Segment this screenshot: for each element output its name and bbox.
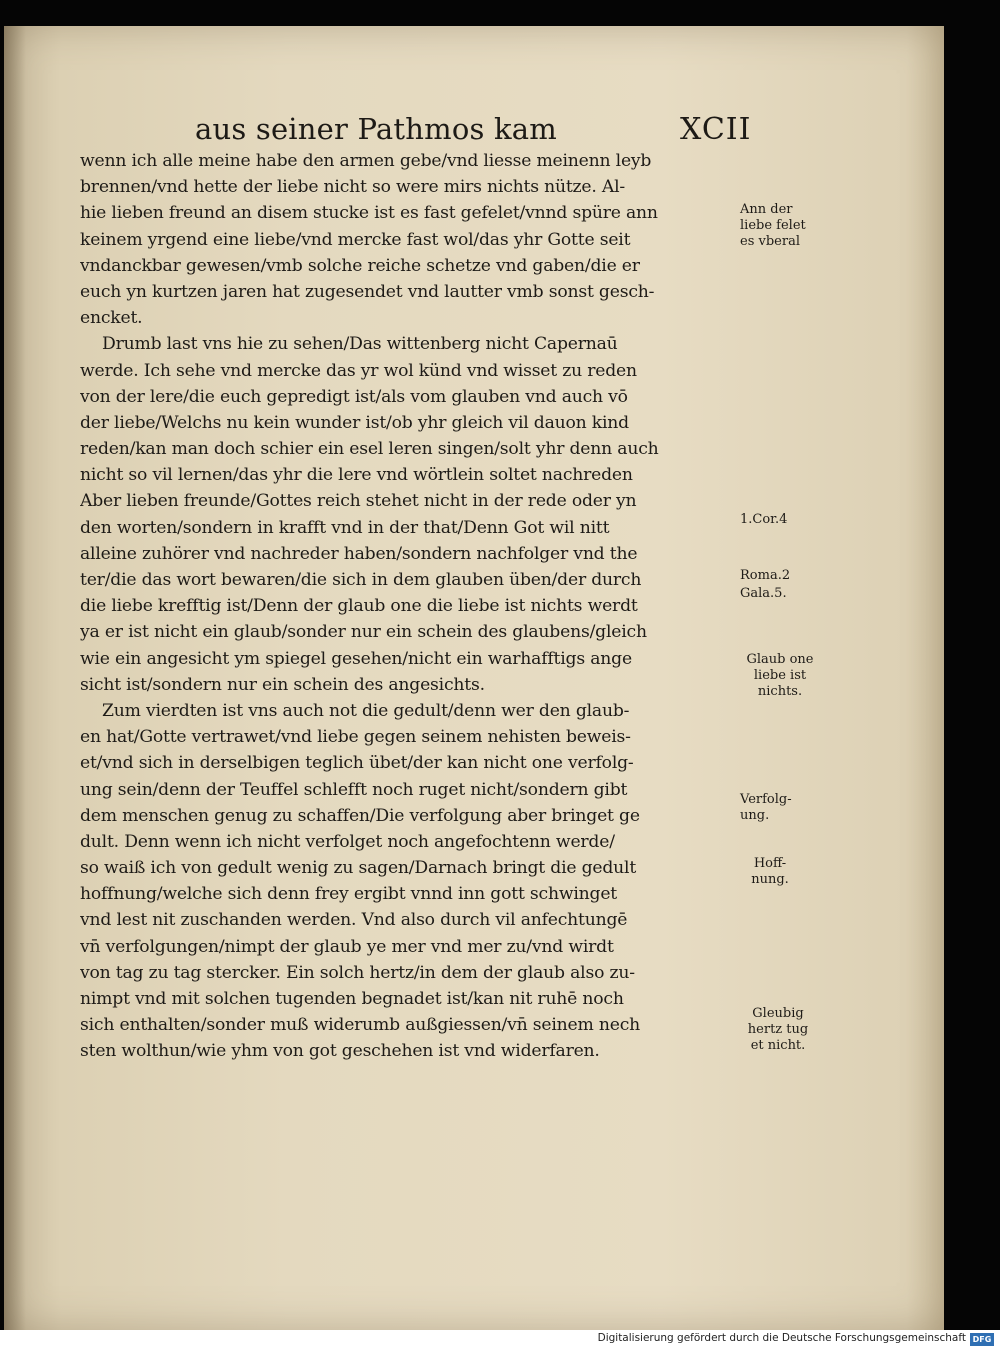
text-line: werde. Ich sehe vnd mercke das yr wol künd vnd wisset zu reden: [80, 360, 637, 381]
footer-bar: [0, 1330, 1000, 1349]
text-line: sten wolthun/wie yhm von got geschehen ist vnd widerfaren.: [80, 1041, 600, 1062]
text-line: ung sein/denn der Teuffel schlefft noch ruget nicht/sondern gibt: [80, 779, 628, 800]
text-line: sich enthalten/sonder muß widerumb außgiessen/vn̄ seinem nech: [80, 1015, 641, 1036]
marginal-note: 1.Cor.4: [740, 512, 788, 527]
folio-number: XCII: [680, 112, 752, 147]
dfg-logo-icon: DFG: [970, 1333, 994, 1346]
text-line: euch yn kurtzen jaren hat zugesendet vnd lautter vmb sonst gesch-: [80, 281, 655, 302]
text-line: hoffnung/welche sich denn frey ergibt vnnd inn gott schwinget: [80, 884, 618, 905]
text-line: so waiß ich von gedult wenig zu sagen/Darnach bringt die gedult: [80, 858, 637, 879]
text-line: dult. Denn wenn ich nicht verfolget noch angefochtenn werde/: [80, 831, 615, 852]
text-line: von der lere/die euch gepredigt ist/als vom glauben vnd auch vō: [80, 386, 628, 407]
marginal-note: Verfolg-ung.: [740, 792, 792, 823]
text-line: nimpt vnd mit solchen tugenden begnadet ist/kan nit ruhē noch: [80, 989, 624, 1009]
main-text-block: [80, 148, 740, 1065]
text-line: wenn ich alle meine habe den armen gebe/vnd liesse meinenn leyb: [80, 151, 652, 171]
text-line: Drumb last vns hie zu sehen/Das wittenberg nicht Capernaū: [102, 334, 618, 355]
text-line: ter/die das wort bewaren/die sich in dem glauben üben/der durch: [80, 570, 642, 590]
marginal-note: Roma.2: [740, 568, 791, 583]
gutter-shadow: [4, 26, 26, 1330]
text-line: vn̄ verfolgungen/nimpt der glaub ye mer vnd mer zu/vnd wirdt: [80, 936, 614, 957]
marginal-note: Gleubig hertz tug et nicht.: [747, 1006, 809, 1053]
marginal-note: Glaub one liebe ist nichts.: [746, 652, 814, 699]
text-line: vndanckbar gewesen/vmb solche reiche schetze vnd gaben/die er: [80, 255, 640, 276]
text-line: encket.: [80, 308, 143, 329]
marginal-note: Hoff-nung.: [751, 856, 789, 887]
marginal-note: Gala.5.: [740, 586, 787, 601]
text-line: ya er ist nicht ein glaub/sonder nur ein schein des glaubens/gleich: [80, 622, 647, 643]
text-line: alleine zuhörer vnd nachreder haben/sondern nachfolger vnd the: [80, 543, 638, 564]
text-line: dem menschen genug zu schaffen/Die verfolgung aber bringet ge: [80, 805, 640, 826]
text-line: brennen/vnd hette der liebe nicht so were mirs nichts nütze. Al-: [80, 177, 626, 198]
text-line: von tag zu tag stercker. Ein solch hertz/in dem der glaub also zu-: [80, 962, 635, 983]
text-line: den worten/sondern in krafft vnd in der that/Denn Got wil nitt: [80, 517, 610, 538]
text-line: et/vnd sich in derselbigen teglich übet/der kan nicht one verfolg-: [80, 753, 634, 774]
funding-credit: Digitalisierung gefördert durch die Deutsche Forschungsgemeinschaft: [597, 1332, 966, 1344]
text-line: vnd lest nit zuschanden werden. Vnd also durch vil anfechtungē: [80, 910, 628, 931]
text-line: keinem yrgend eine liebe/vnd mercke fast wol/das yhr Gotte seit: [80, 229, 631, 250]
running-title: aus seiner Pathmos kam: [195, 112, 557, 146]
text-line: sicht ist/sondern nur ein schein des angesichts.: [80, 674, 485, 695]
text-line: Aber lieben freunde/Gottes reich stehet nicht in der rede oder yn: [80, 491, 637, 512]
marginal-note: Ann der liebe felet es vberal: [740, 202, 806, 249]
text-line: reden/kan man doch schier ein esel leren singen/solt yhr denn auch: [80, 439, 659, 460]
text-line: en hat/Gotte vertrawet/vnd liebe gegen seinem nehisten beweis-: [80, 727, 631, 748]
text-line: nicht so vil lernen/das yhr die lere vnd wörtlein soltet nachreden: [80, 465, 633, 486]
text-line: hie lieben freund an disem stucke ist es fast gefelet/vnnd spüre ann: [80, 203, 658, 224]
text-line: wie ein angesicht ym spiegel gesehen/nicht ein warhafftigs ange: [80, 648, 632, 669]
text-line: Zum vierdten ist vns auch not die gedult/denn wer den glaub-: [102, 700, 630, 721]
text-line: der liebe/Welchs nu kein wunder ist/ob yhr gleich vil dauon kind: [80, 412, 629, 433]
text-line: die liebe krefftig ist/Denn der glaub one die liebe ist nichts werdt: [80, 596, 638, 617]
